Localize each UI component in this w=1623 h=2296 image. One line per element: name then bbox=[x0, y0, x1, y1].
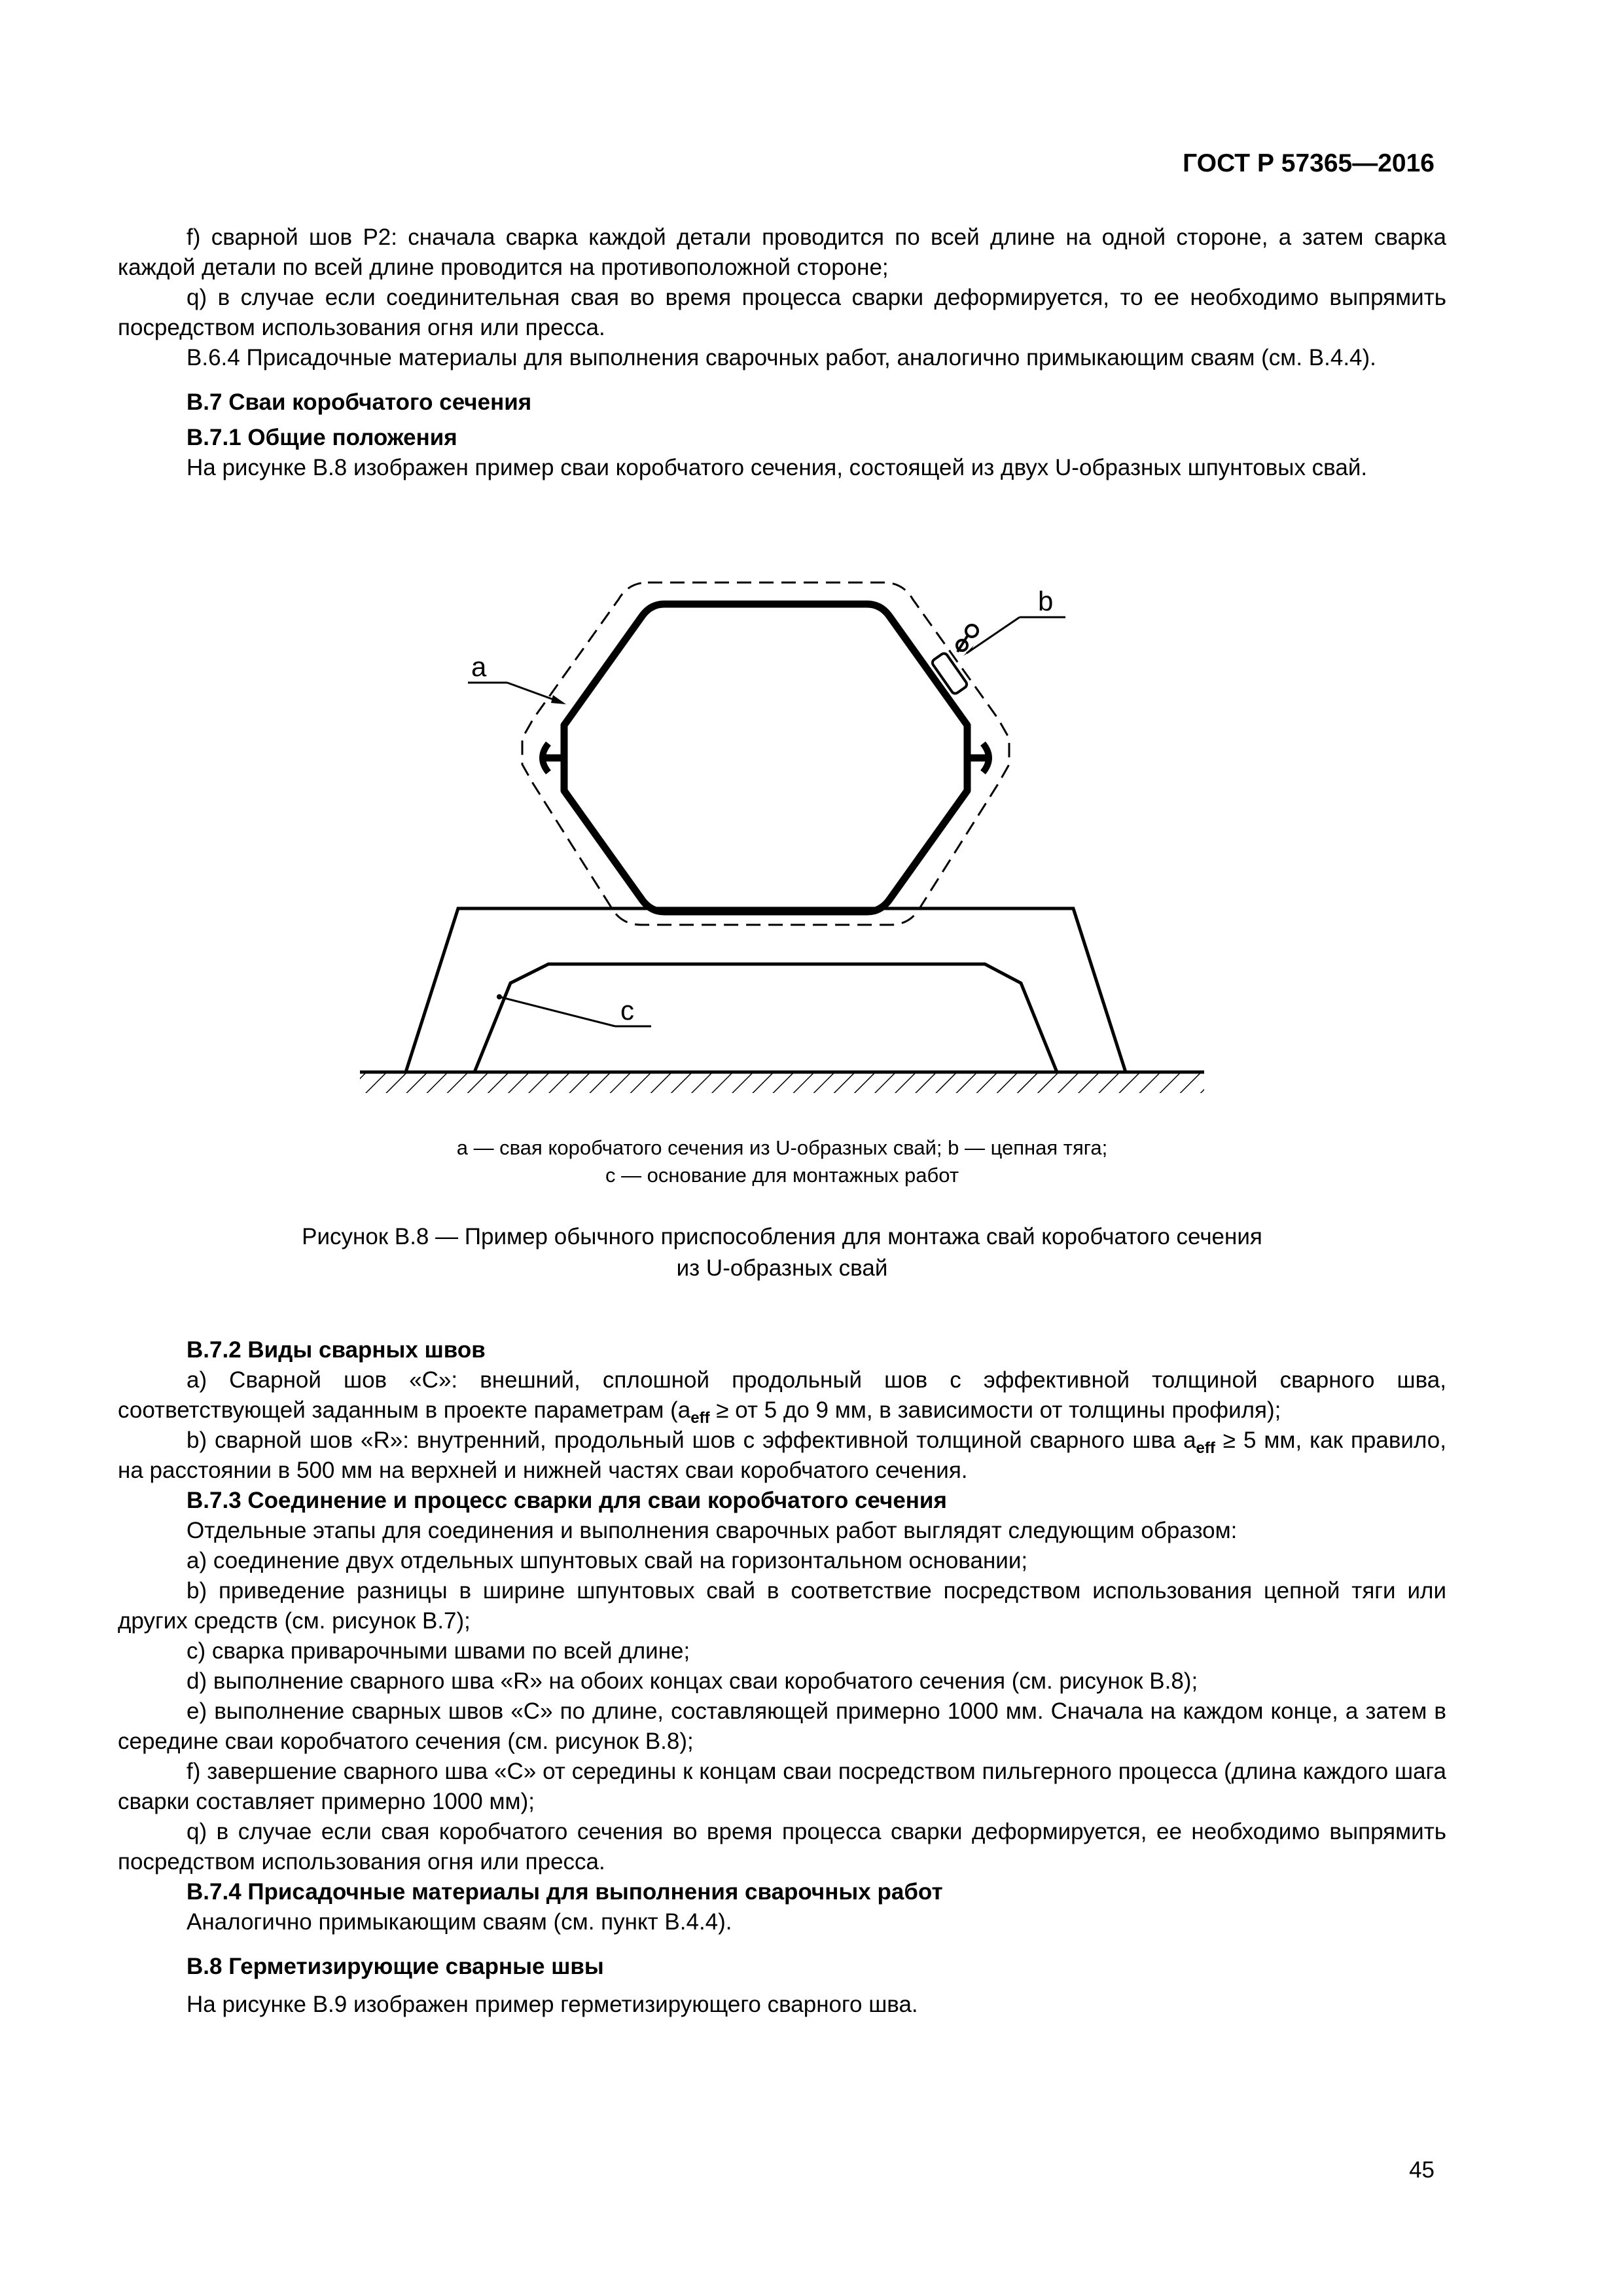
body-text-block bbox=[118, 1335, 1446, 2020]
page-number: 45 bbox=[1409, 2157, 1435, 2183]
heading-b74: В.7.4 Присадочные материалы для выполнения сварочных работ bbox=[187, 1879, 943, 1905]
paragraph-q: q) в случае если соединительная свая во время процесса сварки деформируется, то ее необходимо выпрямить посредством использования огня или пресса. bbox=[118, 285, 1446, 340]
paragraph-b72-a: a) Сварной шов «С»: внешний, сплошной продольный шов с эффективной толщиной сварного шва, соответствующей заданным в проекте параметрам ($a_{eff}$ ≥ от 5 до 9 мм, в зависимости от толщины профиля); bbox=[118, 1367, 1446, 1427]
label-a: a bbox=[471, 651, 487, 682]
heading-b8: В.8 Герметизирующие сварные швы bbox=[187, 1954, 604, 1979]
paragraph-b73-d: d) выполнение сварного шва «R» на обоих концах сваи коробчатого сечения (см. рисунок В.8); bbox=[187, 1668, 1198, 1694]
document-header: ГОСТ Р 57365—2016 bbox=[1183, 149, 1435, 177]
legend-line-2: c — основание для монтажных работ bbox=[605, 1164, 959, 1187]
paragraph-b73-b: b) приведение разницы в ширине шпунтовых свай в соответствие посредством использования цепной тяги или других средств (см. рисунок В.7); bbox=[118, 1578, 1446, 1634]
heading-b73: В.7.3 Соединение и процесс сварки для сваи коробчатого сечения bbox=[187, 1488, 947, 1513]
leader-c bbox=[499, 997, 615, 1026]
assembly-base-outer bbox=[406, 908, 1126, 1072]
paragraph-b74: Аналогично примыкающим сваям (см. пункт В.4.4). bbox=[187, 1909, 732, 1935]
figure-b8-drawing bbox=[340, 568, 1257, 1105]
paragraph-f: f) сварной шов Р2: сначала сварка каждой детали проводится по всей длине на одной стороне, а затем сварка каждой детали по всей длине проводится на противоположной стороне; bbox=[118, 224, 1446, 280]
top-text-block bbox=[118, 223, 1446, 483]
paragraph-b73-f: f) завершение сварного шва «С» от середины к концам сваи посредством пильгерного процесса (длина каждого шага сварки составляет примерно 1000 мм); bbox=[118, 1759, 1446, 1814]
figure-caption bbox=[118, 1221, 1446, 1284]
paragraph-b73-e: e) выполнение сварных швов «С» по длине, составляющей примерно 1000 мм. Сначала на каждом конце, а затем в середине сваи коробчатого сечения (см. рисунок В.8); bbox=[118, 1698, 1446, 1754]
paragraph-b64: В.6.4 Присадочные материалы для выполнения сварочных работ, аналогично примыкающим сваям (см. В.4.4). bbox=[187, 345, 1376, 370]
figure-legend bbox=[118, 1134, 1446, 1189]
caption-line-1: Рисунок В.8 — Пример обычного приспособления для монтажа свай коробчатого сечения bbox=[302, 1224, 1262, 1249]
heading-b72: В.7.2 Виды сварных швов bbox=[187, 1337, 486, 1363]
dashed-outline bbox=[522, 583, 1009, 925]
caption-line-2: из U-образных свай bbox=[676, 1255, 888, 1281]
paragraph-b8: На рисунке В.9 изображен пример герметизирующего сварного шва. bbox=[187, 1992, 918, 2017]
paragraph-b71: На рисунке В.8 изображен пример сваи коробчатого сечения, состоящей из двух U-образных шпунтовых свай. bbox=[187, 455, 1368, 480]
paragraph-b73-c: c) сварка приварочными швами по всей длине; bbox=[187, 1638, 690, 1664]
assembly-base-inner bbox=[474, 964, 1057, 1072]
paragraph-b72-b: b) сварной шов «R»: внутренний, продольный шов с эффективной толщиной сварного шва $a_{eff} \ge 5$ мм, как правило, на расстоянии в 500 мм на верхней и нижней частях сваи коробчатого сечения. bbox=[118, 1427, 1446, 1483]
box-pile-section bbox=[564, 604, 967, 912]
label-b: b bbox=[1038, 586, 1054, 617]
legend-line-1: a — свая коробчатого сечения из U-образных свай; b — цепная тяга; bbox=[456, 1136, 1108, 1159]
paragraph-b73-intro: Отдельные этапы для соединения и выполнения сварочных работ выглядят следующим образом: bbox=[187, 1518, 1238, 1543]
ground-hatch bbox=[360, 1073, 1204, 1093]
heading-b7: В.7 Сваи коробчатого сечения bbox=[187, 389, 532, 415]
figure-b8 bbox=[340, 568, 1257, 1105]
paragraph-b73-q: q) в случае если свая коробчатого сечения во время процесса сварки деформируется, ее необходимо выпрямить посредством использования огня или пресса. bbox=[118, 1819, 1446, 1874]
heading-b71: В.7.1 Общие положения bbox=[187, 425, 457, 450]
paragraph-b73-a: a) соединение двух отдельных шпунтовых свай на горизонтальном основании; bbox=[187, 1548, 1028, 1573]
label-c: c bbox=[620, 995, 634, 1026]
